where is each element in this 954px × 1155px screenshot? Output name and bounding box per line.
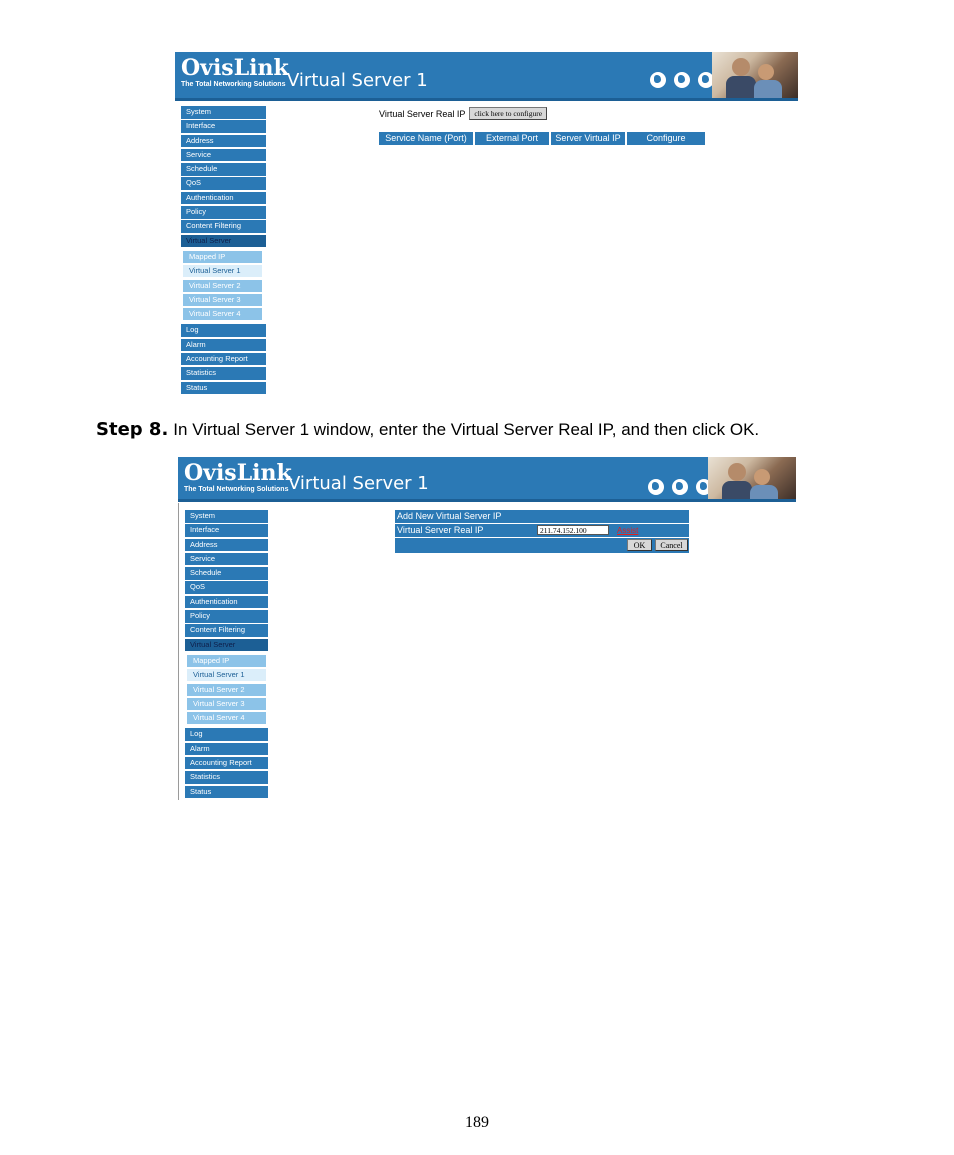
submenu-item-virtual-server-4[interactable]: Virtual Server 4	[183, 308, 262, 320]
menu-item-service[interactable]: Service	[181, 149, 266, 162]
real-ip-label: Virtual Server Real IP	[379, 108, 466, 119]
column-configure: Configure	[627, 132, 705, 145]
banner-photo	[712, 52, 798, 98]
menu-item-log[interactable]: Log	[181, 324, 266, 337]
logo-brand: OvisLink	[181, 55, 289, 81]
menu-item-content-filtering[interactable]: Content Filtering	[181, 220, 266, 233]
cancel-button[interactable]: Cancel	[655, 539, 688, 551]
step-text: In Virtual Server 1 window, enter the Virtual Server Real IP, and then click OK.	[173, 420, 760, 439]
menu-item-system[interactable]: System	[181, 106, 266, 119]
globe-icons	[650, 72, 714, 88]
submenu-item-mapped-ip[interactable]: Mapped IP	[187, 655, 266, 667]
globe-icons	[648, 479, 712, 495]
step-label: Step 8.	[96, 419, 169, 440]
real-ip-input[interactable]: 211.74.152.100	[537, 525, 609, 535]
banner-divider	[178, 499, 796, 502]
ovislink-logo	[181, 56, 289, 88]
globe-icon	[648, 479, 664, 495]
menu-item-statistics[interactable]: Statistics	[185, 771, 268, 784]
real-ip-label: Virtual Server Real IP	[397, 525, 484, 535]
menu-item-policy[interactable]: Policy	[185, 610, 268, 623]
banner-photo	[708, 457, 796, 499]
menu-item-content-filtering[interactable]: Content Filtering	[185, 624, 268, 637]
menu-item-authentication[interactable]: Authentication	[181, 192, 266, 205]
menu-item-virtual-server[interactable]: Virtual Server	[185, 639, 268, 652]
menu-item-schedule[interactable]: Schedule	[185, 567, 268, 580]
configure-button[interactable]: click here to configure	[469, 107, 547, 120]
globe-icon	[674, 72, 690, 88]
page-title: Virtual Server 1	[287, 70, 428, 91]
ok-button[interactable]: OK	[627, 539, 652, 551]
menu-item-log[interactable]: Log	[185, 728, 268, 741]
add-virtual-server-form	[395, 510, 689, 554]
submenu-virtual-server	[187, 655, 266, 724]
globe-icon	[672, 479, 688, 495]
real-ip-row	[395, 524, 689, 537]
globe-icon	[650, 72, 666, 88]
screenshot-virtual-server-list	[175, 52, 798, 397]
column-external-port: External Port	[475, 132, 549, 145]
page-title: Virtual Server 1	[288, 473, 429, 494]
menu-item-qos[interactable]: QoS	[181, 177, 266, 190]
menu-item-authentication[interactable]: Authentication	[185, 596, 268, 609]
column-service-name: Service Name (Port)	[379, 132, 473, 145]
submenu-item-virtual-server-1[interactable]: Virtual Server 1	[183, 265, 262, 277]
menu-item-address[interactable]: Address	[185, 539, 268, 552]
submenu-item-virtual-server-2[interactable]: Virtual Server 2	[183, 280, 262, 292]
menu-item-address[interactable]: Address	[181, 135, 266, 148]
step-instruction	[96, 419, 759, 440]
banner-divider	[175, 98, 798, 101]
logo-tagline: The Total Networking Solutions	[184, 486, 289, 493]
page-number: 189	[465, 1114, 489, 1131]
form-title: Add New Virtual Server IP	[395, 510, 689, 523]
submenu-item-virtual-server-3[interactable]: Virtual Server 3	[187, 698, 266, 710]
submenu-item-virtual-server-2[interactable]: Virtual Server 2	[187, 684, 266, 696]
header-banner	[178, 457, 796, 499]
menu-item-system[interactable]: System	[185, 510, 268, 523]
menu-item-policy[interactable]: Policy	[181, 206, 266, 219]
screenshot-add-virtual-server-ip	[178, 457, 796, 800]
header-banner	[175, 52, 798, 98]
logo-tagline: The Total Networking Solutions	[181, 81, 286, 88]
submenu-item-mapped-ip[interactable]: Mapped IP	[183, 251, 262, 263]
sidebar-menu	[181, 106, 266, 396]
frame-border	[178, 503, 179, 800]
menu-item-statistics[interactable]: Statistics	[181, 367, 266, 380]
real-ip-row	[379, 107, 547, 120]
menu-item-virtual-server[interactable]: Virtual Server	[181, 235, 266, 248]
menu-item-alarm[interactable]: Alarm	[185, 743, 268, 756]
form-action-row	[395, 538, 689, 553]
menu-item-interface[interactable]: Interface	[181, 120, 266, 133]
assist-link[interactable]: Assist	[617, 526, 639, 535]
menu-item-interface[interactable]: Interface	[185, 524, 268, 537]
submenu-virtual-server	[183, 251, 262, 320]
ovislink-logo	[184, 461, 292, 493]
menu-item-accounting-report[interactable]: Accounting Report	[181, 353, 266, 366]
menu-item-accounting-report[interactable]: Accounting Report	[185, 757, 268, 770]
service-table-header	[379, 132, 705, 145]
menu-item-alarm[interactable]: Alarm	[181, 339, 266, 352]
menu-item-status[interactable]: Status	[185, 786, 268, 799]
submenu-item-virtual-server-4[interactable]: Virtual Server 4	[187, 712, 266, 724]
menu-item-qos[interactable]: QoS	[185, 581, 268, 594]
sidebar-menu	[185, 510, 268, 800]
column-server-virtual-ip: Server Virtual IP	[551, 132, 625, 145]
menu-item-schedule[interactable]: Schedule	[181, 163, 266, 176]
submenu-item-virtual-server-3[interactable]: Virtual Server 3	[183, 294, 262, 306]
menu-item-service[interactable]: Service	[185, 553, 268, 566]
submenu-item-virtual-server-1[interactable]: Virtual Server 1	[187, 669, 266, 681]
logo-brand: OvisLink	[184, 460, 292, 486]
menu-item-status[interactable]: Status	[181, 382, 266, 395]
